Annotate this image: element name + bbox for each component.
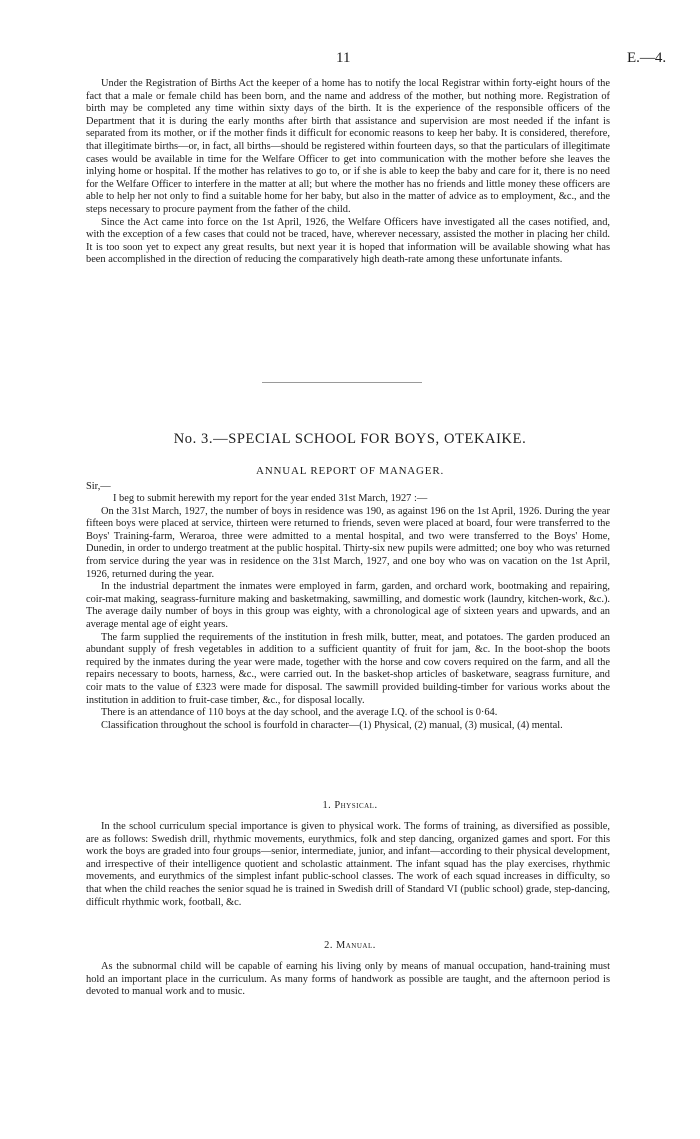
report-paragraph: The farm supplied the requirements of the institution in fresh milk, butter, meat, and potatoes. The garden produced an abundant supply of fresh vegetables in addition to a sufficient quantity of fruit for jam, &c. In the boot-shop the boots required by the inmates during the year were made, together with the horse and cow covers required on the farm, and all the repairs necessary to boots, harness, &c., were carried out. In the basket-shop articles of basketware, seagrass furniture, and coir mats to the value of £323 were made for disposal. The sawmill provided building-timber for various works about the institution in addition to fruit-case timber, &c., for disposal locally. [86, 631, 610, 706]
physical-section [86, 821, 610, 909]
report-body [86, 493, 610, 732]
report-paragraph: I beg to submit herewith my report for the year ended 31st March, 1927 :— [113, 493, 428, 504]
intro-paragraph: Under the Registration of Births Act the keeper of a home has to notify the local Registrar within forty-eight hours of the fact that a male or female child has been born, and the name and address of the mother, but nothing more. Registration of birth may be completed any time within sixty days of the birth. It is the experience of the responsible officers of the Department that it is during the early months after birth that assistance and supervision are most needed if the infant is separated from its mother, or if the mother finds it difficult for economic reasons to keep her baby. It is considered, therefore, that illegitimate births—or, in fact, all births—should be registered within fourteen days, so that the particulars of illegitimate cases would be available in time for the Welfare Officer to get into communication with the mother before she leaves the inlying home or hospital. If the mother has relatives to go to, or if she is able to keep the baby and care for it, there is no need for the Welfare Officer to interfere in the matter at all; but where the mother has no friends and little money these officers are able to help her not only to find a suitable home for her baby, but also in the matter of advice as to employment, &c., and the steps necessary to procure payment from the father of the child. [86, 78, 610, 215]
report-paragraph: In the industrial department the inmates were employed in farm, garden, and orchard work, bootmaking and repairing, coir-mat making, seagrass-furniture making and basketmaking, sawmilling, and domestic work (laundry, kitchen-work, &c.). The average daily number of boys in this group was eighty, with a chronological age of sixteen years and upwards, and an average mental age of eight years. [86, 581, 610, 630]
page-number: 11 [336, 50, 351, 66]
section-heading-physical: 1. Physical. [322, 800, 378, 811]
section-divider [262, 382, 422, 383]
report-paragraph: On the 31st March, 1927, the number of boys in residence was 190, as against 196 on the 1st April, 1926. During the year fifteen boys were placed at service, thirteen were returned to friends, seven were placed at board, four were transferred to the Boys' Training-farm, Weraroa, three were admitted to a mental hospital, and two were transferred to the Boys' Home, Dunedin, in order to undergo treatment at the public hospital. Thirty-six new pupils were admitted; one boy who was returned from service during the year was in residence on the 31st March, 1927, and one boy who was on vacation on the 1st April, 1926, returned during the year. [86, 505, 610, 580]
section-paragraph: In the school curriculum special importance is given to physical work. The forms of training, as diversified as possible, are as follows: Swedish drill, rhythmic movements, eurythmics, folk and step dancing, organized games and sport. For this work the boys are graded into four groups—senior, intermediate, junior, and infant—according to their physical development, and irrespective of their intelligence quotient and scholastic attainment. The infant squad has the play exercises, rhythmic movements, and eurythmics of the simplest infant public-school classes. The work of each squad increases in difficulty, so that when the child reaches the senior squad he is trained in Swedish drill of Standard VI (public school) grade, step-dancing, difficult rhythmic work, football, &c. [86, 821, 610, 908]
section-paragraph: As the subnormal child will be capable of earning his living only by means of manual occupation, hand-training must hold an important place in the curriculum. As many forms of handwork as possible are taught, and the afternoon period is devoted to manual work and to music. [86, 961, 610, 998]
page-header [0, 50, 700, 70]
salutation: Sir,— [86, 481, 111, 492]
section-heading-manual: 2. Manual. [324, 940, 376, 951]
intro-paragraph: Since the Act came into force on the 1st April, 1926, the Welfare Officers have investigated all the cases notified, and, with the exception of a few cases that could not be traced, have, wherever necessary, assisted the mother in placing her child. It is too soon yet to expect any great results, but next year it is hoped that information will be available showing what has been accomplished in the direction of reducing the comparatively high death-rate among these unfortunate infants. [86, 216, 610, 266]
intro-section [86, 78, 610, 267]
series-code: E.—4. [627, 50, 667, 66]
report-subtitle: ANNUAL REPORT OF MANAGER. [255, 465, 445, 477]
report-paragraph: There is an attendance of 110 boys at the day school, and the average I.Q. of the school is 0·64. [101, 707, 498, 719]
manual-section [86, 961, 610, 999]
report-title: No. 3.—SPECIAL SCHOOL FOR BOYS, OTEKAIKE. [173, 431, 527, 447]
report-paragraph: Classification throughout the school is fourfold in character—(1) Physical, (2) manual, (3) musical, (4) mental. [101, 719, 563, 731]
